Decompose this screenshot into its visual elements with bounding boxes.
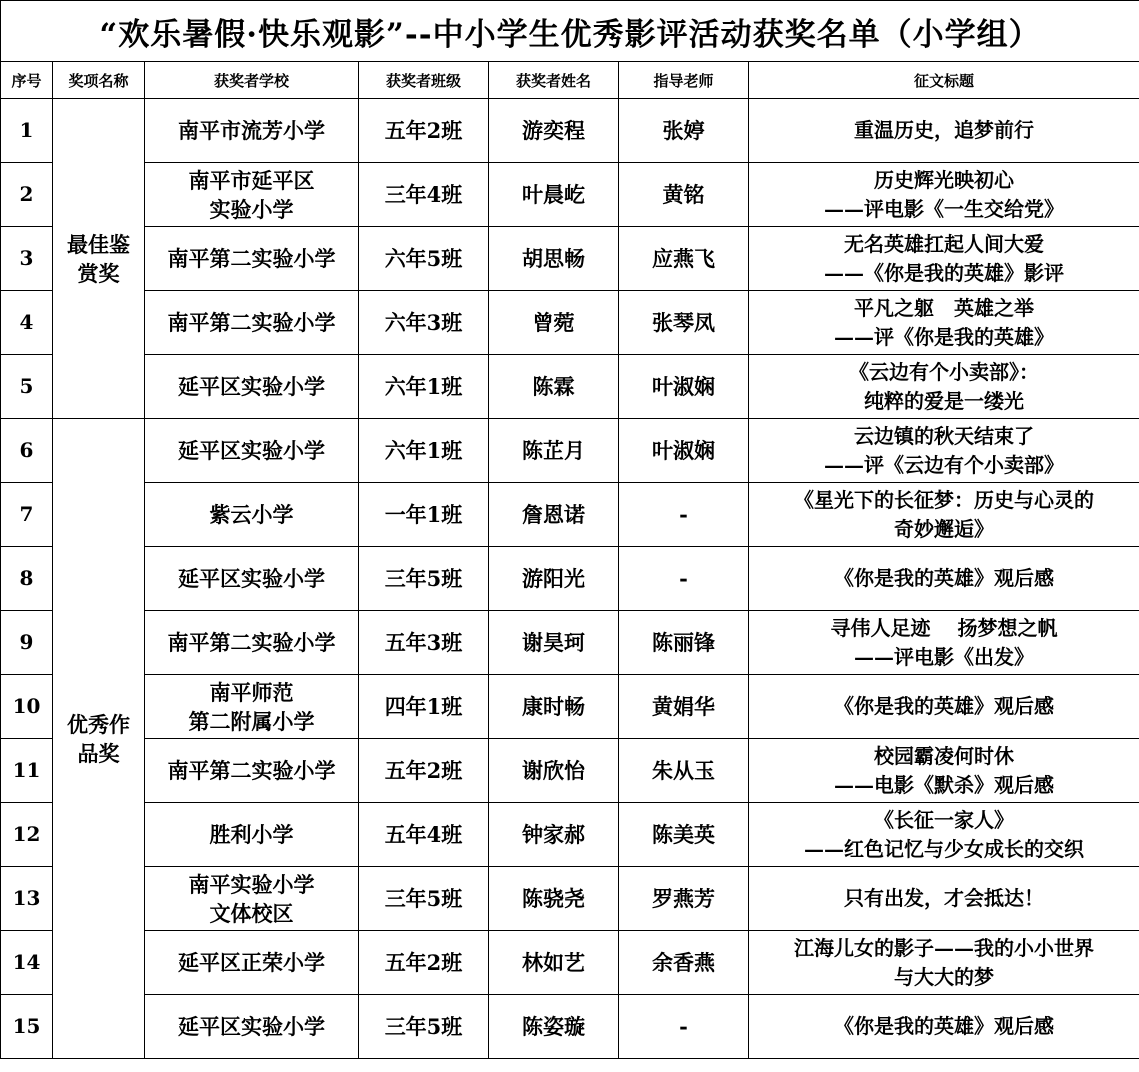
- winner-name: 曾菀: [489, 291, 619, 355]
- winner-name: 游阳光: [489, 547, 619, 611]
- row-number: 10: [1, 675, 53, 739]
- essay-line: 寻伟人足迹 扬梦想之帆: [830, 615, 1058, 640]
- winner-name: 游奕程: [489, 99, 619, 163]
- teacher-name: 张琴凤: [619, 291, 749, 355]
- essay-line: 重温历史，追梦前行: [854, 118, 1035, 142]
- school-line: 南平市延平区: [188, 167, 315, 193]
- header-essay: 征文标题: [749, 62, 1139, 99]
- essay-line: 云边镇的秋天结束了: [854, 423, 1035, 448]
- essay-line: 江海儿女的影子——我的小小世界: [794, 935, 1095, 960]
- winner-name: 詹恩诺: [489, 483, 619, 547]
- teacher-name: -: [619, 547, 749, 611]
- winner-class: 五年2班: [359, 739, 489, 803]
- table-row: [1, 227, 1139, 291]
- winner-name: 康时畅: [489, 675, 619, 739]
- essay-line: ——红色记忆与少女成长的交织: [804, 836, 1085, 861]
- winner-name: 林如艺: [489, 931, 619, 995]
- row-number: 4: [1, 291, 53, 355]
- teacher-name: -: [619, 483, 749, 547]
- winner-class: 三年5班: [359, 995, 489, 1059]
- award-name-line: 赏奖: [77, 260, 120, 286]
- teacher-name: 叶淑娴: [619, 355, 749, 419]
- essay-line: ——评电影《出发》: [854, 644, 1035, 669]
- school-line: 第二附属小学: [188, 708, 315, 734]
- school-line: 延平区实验小学: [178, 1014, 325, 1039]
- school-line: 延平区正荣小学: [178, 950, 325, 975]
- school-line: 实验小学: [209, 196, 294, 222]
- winner-name: 陈芷月: [489, 419, 619, 483]
- essay-line: ——评《你是我的英雄》: [834, 324, 1055, 349]
- header-teacher: 指导老师: [619, 62, 749, 99]
- winner-class: 一年1班: [359, 483, 489, 547]
- school-line: 南平第二实验小学: [167, 630, 336, 655]
- winner-name: 陈骁尧: [489, 867, 619, 931]
- award-excellent-work: [53, 419, 145, 1059]
- header-class: 获奖者班级: [359, 62, 489, 99]
- essay-line: ——电影《默杀》观后感: [834, 772, 1055, 797]
- winner-school: [145, 803, 359, 867]
- award-best-appreciation: [53, 99, 145, 419]
- essay-title: [749, 419, 1139, 483]
- essay-title: [749, 99, 1139, 163]
- row-number: 2: [1, 163, 53, 227]
- school-line: 南平实验小学: [188, 871, 315, 897]
- winner-name: 胡思畅: [489, 227, 619, 291]
- teacher-name: 黄铭: [619, 163, 749, 227]
- essay-title: [749, 803, 1139, 867]
- winner-class: 五年4班: [359, 803, 489, 867]
- teacher-name: -: [619, 995, 749, 1059]
- winner-school: [145, 931, 359, 995]
- teacher-name: 黄娟华: [619, 675, 749, 739]
- essay-title: [749, 611, 1139, 675]
- essay-line: 《你是我的英雄》观后感: [834, 566, 1055, 590]
- essay-title: [749, 291, 1139, 355]
- essay-line: 《云边有个小卖部》：: [849, 359, 1040, 384]
- table-row: [1, 739, 1139, 803]
- teacher-name: 应燕飞: [619, 227, 749, 291]
- winner-class: 五年2班: [359, 99, 489, 163]
- winner-school: [145, 419, 359, 483]
- table-row: [1, 611, 1139, 675]
- header-no: 序号: [1, 62, 53, 99]
- school-line: 南平第二实验小学: [167, 310, 336, 335]
- row-number: 13: [1, 867, 53, 931]
- table-title: “欢乐暑假·快乐观影”--中小学生优秀影评活动获奖名单（小学组）: [1, 1, 1139, 62]
- table-row: [1, 163, 1139, 227]
- teacher-name: 陈丽锋: [619, 611, 749, 675]
- row-number: 3: [1, 227, 53, 291]
- essay-line: ——《你是我的英雄》影评: [824, 260, 1065, 285]
- essay-line: 无名英雄扛起人间大爱: [844, 231, 1045, 256]
- winner-class: 三年4班: [359, 163, 489, 227]
- winner-school: [145, 547, 359, 611]
- essay-title: [749, 675, 1139, 739]
- essay-line: 《你是我的英雄》观后感: [834, 694, 1055, 718]
- header-name: 获奖者姓名: [489, 62, 619, 99]
- essay-title: [749, 931, 1139, 995]
- table-row: [1, 355, 1139, 419]
- winner-name: 叶晨屹: [489, 163, 619, 227]
- essay-line: 《你是我的英雄》观后感: [834, 1014, 1055, 1038]
- winner-school: [145, 675, 359, 739]
- winner-class: 三年5班: [359, 547, 489, 611]
- essay-title: [749, 355, 1139, 419]
- winner-school: [145, 291, 359, 355]
- row-number: 8: [1, 547, 53, 611]
- winner-class: 六年1班: [359, 355, 489, 419]
- table-row: [1, 675, 1139, 739]
- winner-name: 谢昊珂: [489, 611, 619, 675]
- essay-title: [749, 739, 1139, 803]
- header-award: 奖项名称: [53, 62, 145, 99]
- teacher-name: 叶淑娴: [619, 419, 749, 483]
- winner-school: [145, 483, 359, 547]
- table-row: [1, 419, 1139, 483]
- essay-line: 《星光下的长征梦：历史与心灵的: [794, 487, 1095, 512]
- school-line: 延平区实验小学: [178, 374, 325, 399]
- essay-line: 平凡之躯 英雄之举: [854, 295, 1035, 320]
- school-line: 南平师范: [209, 679, 294, 705]
- school-line: 胜利小学: [209, 822, 294, 847]
- winner-class: 六年5班: [359, 227, 489, 291]
- table-row: [1, 483, 1139, 547]
- winner-class: 六年1班: [359, 419, 489, 483]
- award-name-line: 优秀作: [67, 711, 130, 737]
- winner-class: 五年2班: [359, 931, 489, 995]
- winner-name: 谢欣怡: [489, 739, 619, 803]
- essay-line: 校园霸凌何时休: [874, 743, 1015, 768]
- school-line: 南平市流芳小学: [178, 118, 325, 143]
- school-line: 延平区实验小学: [178, 566, 325, 591]
- school-line: 紫云小学: [209, 502, 294, 527]
- school-line: 南平第二实验小学: [167, 246, 336, 271]
- essay-line: 奇妙邂逅》: [894, 516, 995, 541]
- essay-line: 历史辉光映初心: [874, 167, 1015, 192]
- table-row: [1, 291, 1139, 355]
- winner-class: 四年1班: [359, 675, 489, 739]
- winner-name: 陈姿璇: [489, 995, 619, 1059]
- winner-school: [145, 227, 359, 291]
- essay-title: [749, 483, 1139, 547]
- row-number: 5: [1, 355, 53, 419]
- teacher-name: 张婷: [619, 99, 749, 163]
- essay-line: 纯粹的爱是一缕光: [864, 388, 1025, 413]
- row-number: 12: [1, 803, 53, 867]
- table-row: [1, 995, 1139, 1059]
- teacher-name: 余香燕: [619, 931, 749, 995]
- teacher-name: 陈美英: [619, 803, 749, 867]
- winner-name: 钟家郝: [489, 803, 619, 867]
- row-number: 7: [1, 483, 53, 547]
- winner-school: [145, 355, 359, 419]
- row-number: 14: [1, 931, 53, 995]
- school-line: 延平区实验小学: [178, 438, 325, 463]
- winner-school: [145, 611, 359, 675]
- school-line: 文体校区: [209, 900, 294, 926]
- winner-school: [145, 99, 359, 163]
- table-row: [1, 931, 1139, 995]
- essay-line: 《长征一家人》: [874, 807, 1015, 832]
- essay-title: [749, 227, 1139, 291]
- winner-class: 五年3班: [359, 611, 489, 675]
- header-row: [1, 62, 1139, 99]
- essay-line: ——评《云边有个小卖部》: [824, 452, 1065, 477]
- table-row: [1, 867, 1139, 931]
- essay-line: ——评电影《一生交给党》: [824, 196, 1065, 221]
- winner-school: [145, 995, 359, 1059]
- winner-name: 陈霖: [489, 355, 619, 419]
- essay-title: [749, 163, 1139, 227]
- school-line: 南平第二实验小学: [167, 758, 336, 783]
- table-row: [1, 547, 1139, 611]
- row-number: 11: [1, 739, 53, 803]
- winner-class: 三年5班: [359, 867, 489, 931]
- winner-class: 六年3班: [359, 291, 489, 355]
- essay-title: [749, 867, 1139, 931]
- essay-title: [749, 995, 1139, 1059]
- header-school: 获奖者学校: [145, 62, 359, 99]
- winner-school: [145, 163, 359, 227]
- row-number: 1: [1, 99, 53, 163]
- table-row: [1, 99, 1139, 163]
- essay-line: 与大大的梦: [894, 964, 995, 989]
- teacher-name: 罗燕芳: [619, 867, 749, 931]
- teacher-name: 朱从玉: [619, 739, 749, 803]
- row-number: 9: [1, 611, 53, 675]
- row-number: 15: [1, 995, 53, 1059]
- essay-line: 只有出发，才会抵达！: [844, 886, 1045, 910]
- award-name-line: 品奖: [77, 740, 120, 766]
- essay-title: [749, 547, 1139, 611]
- winner-school: [145, 739, 359, 803]
- winner-school: [145, 867, 359, 931]
- row-number: 6: [1, 419, 53, 483]
- award-name-line: 最佳鉴: [67, 231, 130, 257]
- table-row: [1, 803, 1139, 867]
